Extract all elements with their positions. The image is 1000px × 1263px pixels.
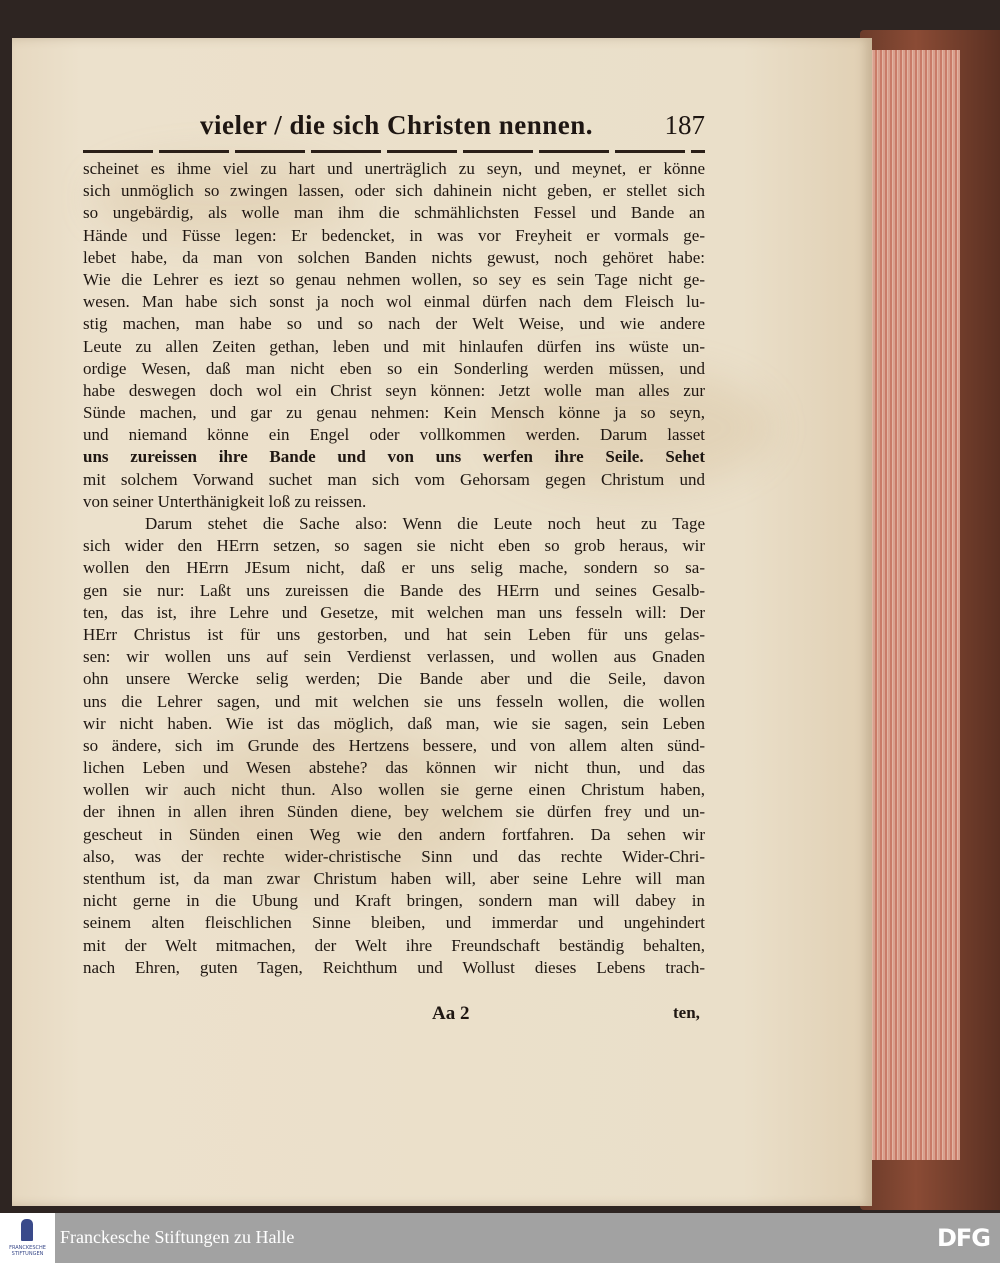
text-line: Darum stehet die Sache also: Wenn die Leute noch heut zu Tage (145, 514, 705, 533)
text-line: und niemand könne ein Engel oder vollkommen werden. Darum lasset (83, 425, 705, 445)
text-line: stig machen, man habe so und so nach der Welt Weise, und wie andere (83, 314, 705, 334)
text-line: gescheut in Sünden einen Weg wie den andern fortfahren. Da sehen wir (83, 824, 705, 844)
text-line: mit der Welt mitmachen, der Welt ihre Freundschaft beständig behalten, (83, 935, 705, 955)
red-page-edges (868, 50, 960, 1160)
text-line: gen sie nur: Laßt uns zureissen die Bande des HErrn und seines Gesalb- (83, 580, 705, 600)
page-number: 187 (664, 110, 705, 140)
text-line: habe deswegen doch wol ein Christ seyn können: Jetzt wolle man alles zur (83, 380, 705, 400)
text-line: wesen. Man habe sich sonst ja noch wol einmal dürfen nach dem Fleisch lu- (83, 292, 705, 312)
text-line: Hände und Füsse legen: Er bedencket, in was vor Freyheit er vormals ge- (83, 225, 705, 245)
text-line: wollen den HErrn JEsum nicht, daß er uns selig mache, sondern so sa- (83, 558, 705, 578)
catchword: ten, (673, 1003, 700, 1022)
viewer-footer (0, 1213, 1000, 1263)
franckesche-stiftungen-logo[interactable] (0, 1213, 55, 1263)
dfg-logo[interactable]: DFG (936, 1224, 990, 1252)
text-line: sich wider den HErrn setzen, so sagen sie nicht eben so grob heraus, wir (83, 536, 705, 556)
text-line: stenthum ist, da man zwar Christum haben will, aber seine Lehre will man (83, 869, 705, 888)
text-line: scheinet es ihme viel zu hart und unerträglich zu seyn, und meynet, er könne (83, 159, 705, 178)
text-line: nach Ehren, guten Tagen, Reichthum und Wollust dieses Lebens trach- (83, 957, 705, 977)
text-line: wir nicht haben. Wie ist das möglich, daß man, wie sie sagen, sein Leben (83, 713, 705, 733)
logo-text: FRANCKESCHE STIFTUNGEN (9, 1245, 46, 1257)
text-line: also, was der rechte wider-christische Sinn und das rechte Wider-Chri- (83, 846, 705, 866)
text-line: lebet habe, da man von solchen Banden nichts gewust, noch gehöret habe: (83, 247, 705, 267)
text-line: so ungebärdig, als wolle man ihm die schmählichsten Fessel und Bande an (83, 203, 705, 223)
text-line: Sünde machen, und gar zu genau nehmen: Kein Mensch könne ja so seyn, (83, 403, 705, 423)
logo-figure-icon (21, 1219, 33, 1241)
text-line: ohn unsere Wercke selig werden; Die Bande aber und die Seile, davon (83, 669, 705, 689)
text-line: HErr Christus ist für uns gestorben, und hat sein Leben für uns gelas- (83, 624, 705, 644)
text-line: Leute zu allen Zeiten gethan, leben und mit hinlaufen dürfen ins wüste un- (83, 336, 705, 356)
text-line: ten, das ist, ihre Lehre und Gesetze, mit welchen man uns fesseln will: Der (83, 602, 705, 622)
text-line: der ihnen in allen ihren Sünden diene, bey welchem sie dürfen frey und un- (83, 802, 705, 822)
text-line: wollen wir auch nicht thun. Also wollen sie gerne einen Christum haben, (83, 780, 705, 800)
text-line: nicht gerne in die Ubung und Kraft bringen, sondern man will dabey in (83, 891, 705, 911)
header-rule (83, 150, 705, 153)
text-line: so ändere, sich im Grunde des Hertzens bessere, und von allem alten sünd- (83, 735, 705, 755)
text-line: uns die Lehrer sagen, und mit welchen sie uns fesseln wollen, die wollen (83, 691, 705, 711)
signature-mark: Aa 2 (432, 1003, 470, 1024)
text-line: seinem alten fleischlichen Sinne bleiben, und immerdar und ungehindert (83, 913, 705, 933)
text-line: Wie die Lehrer es iezt so genau nehmen wollen, so sey es sein Tage nicht ge- (83, 269, 705, 289)
institution-name: Franckesche Stiftungen zu Halle (60, 1227, 295, 1247)
text-line: uns zureissen ihre Bande und von uns werfen ihre Seile. Sehet (83, 447, 705, 467)
body-text (83, 158, 705, 979)
running-title: vieler / die sich Christen nennen. (200, 110, 594, 140)
text-line: mit solchem Vorwand suchet man sich vom Gehorsam gegen Christum und (83, 469, 705, 489)
text-line: sen: wir wollen uns auf sein Verdienst verlassen, und wollen aus Gnaden (83, 647, 705, 667)
text-line: sich unmöglich so zwingen lassen, oder sich dahinein nicht geben, er stellet sich (83, 181, 705, 201)
text-line: von seiner Unterthänigkeit loß zu reissen. (83, 491, 367, 511)
page-header (95, 110, 705, 146)
text-line: lichen Leben und Wesen abstehe? das können wir nicht thun, und das (83, 758, 705, 778)
text-line: ordige Wesen, daß man nicht eben so ein Sonderling werden müssen, und (83, 358, 705, 378)
